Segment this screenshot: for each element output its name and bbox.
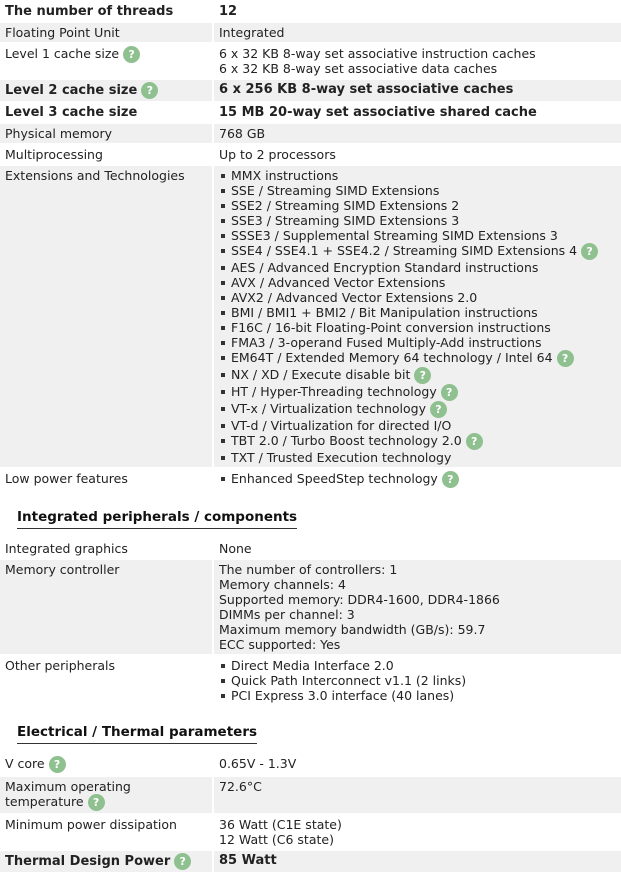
spec-label-cell <box>0 44 214 78</box>
feature-list-item <box>231 320 617 335</box>
feature-text: AVX / Advanced Vector Extensions <box>231 275 446 290</box>
feature-list-item <box>231 471 617 488</box>
feature-list-item <box>231 367 617 384</box>
feature-list-item <box>231 688 617 703</box>
spec-label: Level 3 cache size <box>5 105 138 120</box>
feature-text: HT / Hyper-Threading technology <box>231 384 437 399</box>
spec-label-cell <box>0 103 214 122</box>
help-icon[interactable]: ? <box>430 401 447 418</box>
spec-value-cell <box>214 145 621 164</box>
spec-value-cell <box>214 777 621 813</box>
help-icon[interactable]: ? <box>442 471 459 488</box>
spec-value-cell <box>214 754 621 775</box>
spec-value: Up to 2 processors <box>219 147 336 162</box>
help-icon[interactable]: ? <box>441 384 458 401</box>
help-icon[interactable]: ? <box>466 433 483 450</box>
feature-text: VT-x / Virtualization technology <box>231 401 426 416</box>
spec-value-cell <box>214 23 621 42</box>
feature-list-item <box>231 243 617 260</box>
spec-label-cell <box>0 166 214 467</box>
help-icon[interactable]: ? <box>141 82 158 99</box>
spec-label-cell <box>0 815 214 849</box>
feature-list <box>219 658 617 703</box>
spec-value-line: 12 Watt (C6 state) <box>219 832 334 847</box>
feature-list-item <box>231 305 617 320</box>
spec-value-cell <box>214 851 621 872</box>
spec-row <box>0 166 621 467</box>
spec-label: Memory controller <box>5 562 120 577</box>
spec-value-cell <box>214 560 621 654</box>
feature-list-item <box>231 384 617 401</box>
spec-value: Integrated <box>219 25 285 40</box>
spec-value-line: Memory channels: 4 <box>219 577 346 592</box>
help-icon[interactable]: ? <box>49 756 66 773</box>
feature-list-item <box>231 290 617 305</box>
spec-label: The number of threads <box>5 4 174 19</box>
spec-label: Level 2 cache size <box>5 83 138 98</box>
spec-label: Maximum operating temperature <box>5 779 131 809</box>
spec-label: Multiprocessing <box>5 147 103 162</box>
spec-row <box>0 851 621 872</box>
feature-text: VT-d / Virtualization for directed I/O <box>231 418 452 433</box>
spec-row <box>0 754 621 775</box>
spec-value-cell <box>214 469 621 490</box>
feature-list-item <box>231 418 617 433</box>
spec-value-cell <box>214 166 621 467</box>
spec-value: 15 MB 20-way set associative shared cache <box>219 105 537 120</box>
spec-value-line: Supported memory: DDR4-1600, DDR4-1866 <box>219 592 500 607</box>
spec-row <box>0 124 621 143</box>
feature-list-item <box>231 450 617 465</box>
spec-label: Extensions and Technologies <box>5 168 185 183</box>
spec-label: Level 1 cache size <box>5 46 120 61</box>
feature-text: MMX instructions <box>231 168 339 183</box>
spec-value: 12 <box>219 4 238 19</box>
feature-list-item <box>231 673 617 688</box>
feature-text: PCI Express 3.0 interface (40 lanes) <box>231 688 455 703</box>
feature-text: AES / Advanced Encryption Standard instructions <box>231 260 539 275</box>
spec-value: 72.6°C <box>219 779 262 794</box>
spec-value-cell <box>214 539 621 558</box>
spec-row <box>0 80 621 101</box>
spec-label-cell <box>0 560 214 654</box>
feature-list <box>219 168 617 465</box>
spec-label: Minimum power dissipation <box>5 817 177 832</box>
spec-value-line: 36 Watt (C1E state) <box>219 817 342 832</box>
feature-text: SSSE3 / Supplemental Streaming SIMD Extensions 3 <box>231 228 558 243</box>
spec-label-cell <box>0 851 214 872</box>
spec-label-cell <box>0 23 214 42</box>
spec-value: 768 GB <box>219 126 266 141</box>
feature-text: Enhanced SpeedStep technology <box>231 471 438 486</box>
feature-text: SSE / Streaming SIMD Extensions <box>231 183 440 198</box>
spec-value-line: Maximum memory bandwidth (GB/s): 59.7 <box>219 622 486 637</box>
spec-value: 6 x 256 KB 8-way set associative caches <box>219 82 514 97</box>
spec-row <box>0 145 621 164</box>
spec-label: Thermal Design Power <box>5 854 171 869</box>
help-icon[interactable]: ? <box>88 794 105 811</box>
feature-list <box>219 471 617 488</box>
spec-label-cell <box>0 539 214 558</box>
spec-value-line: DIMMs per channel: 3 <box>219 607 355 622</box>
spec-row <box>0 23 621 42</box>
feature-list-item <box>231 168 617 183</box>
feature-list-item <box>231 433 617 450</box>
feature-text: SSE2 / Streaming SIMD Extensions 2 <box>231 198 460 213</box>
feature-text: SSE4 / SSE4.1 + SSE4.2 / Streaming SIMD Extensions 4 <box>231 243 578 258</box>
feature-text: Quick Path Interconnect v1.1 (2 links) <box>231 673 467 688</box>
spec-label-cell <box>0 777 214 813</box>
spec-value-cell <box>214 2 621 21</box>
spec-label: Low power features <box>5 471 128 486</box>
spec-value-cell <box>214 815 621 849</box>
spec-row <box>0 469 621 490</box>
spec-value-cell <box>214 656 621 705</box>
feature-text: F16C / 16-bit Floating-Point conversion instructions <box>231 320 551 335</box>
feature-list-item <box>231 335 617 350</box>
feature-text: Direct Media Interface 2.0 <box>231 658 394 673</box>
spec-row <box>0 2 621 21</box>
spec-label-cell <box>0 754 214 775</box>
section-title-electrical: Electrical / Thermal parameters <box>17 725 257 744</box>
spec-label-cell <box>0 145 214 164</box>
help-icon[interactable]: ? <box>174 853 191 870</box>
feature-text: EM64T / Extended Memory 64 technology / Intel 64 <box>231 350 553 365</box>
feature-text: TXT / Trusted Execution technology <box>231 450 452 465</box>
spec-row <box>0 815 621 849</box>
feature-list-item <box>231 401 617 418</box>
spec-label-cell <box>0 124 214 143</box>
spec-row <box>0 656 621 705</box>
spec-value-cell <box>214 44 621 78</box>
spec-value: 0.65V - 1.3V <box>219 756 297 771</box>
feature-text: SSE3 / Streaming SIMD Extensions 3 <box>231 213 460 228</box>
spec-label: Integrated graphics <box>5 541 128 556</box>
feature-list-item <box>231 228 617 243</box>
spec-table-peripherals <box>0 537 621 707</box>
feature-list-item <box>231 350 617 367</box>
spec-value: None <box>219 541 252 556</box>
section-title-peripherals: Integrated peripherals / components <box>17 510 297 529</box>
feature-list-item <box>231 198 617 213</box>
spec-label-cell <box>0 656 214 705</box>
feature-list-item <box>231 213 617 228</box>
feature-text: NX / XD / Execute disable bit <box>231 367 411 382</box>
spec-label: Physical memory <box>5 126 113 141</box>
spec-table-electrical <box>0 752 621 874</box>
spec-row <box>0 44 621 78</box>
spec-row <box>0 777 621 813</box>
feature-text: FMA3 / 3-operand Fused Multiply-Add instructions <box>231 335 542 350</box>
spec-label: Floating Point Unit <box>5 25 120 40</box>
spec-value-cell <box>214 80 621 101</box>
spec-row <box>0 103 621 122</box>
help-icon[interactable]: ? <box>581 243 598 260</box>
help-icon[interactable]: ? <box>414 367 431 384</box>
spec-value-line: 6 x 32 KB 8-way set associative instruction caches <box>219 46 536 61</box>
help-icon[interactable]: ? <box>557 350 574 367</box>
spec-label-cell <box>0 80 214 101</box>
feature-text: BMI / BMI1 + BMI2 / Bit Manipulation instructions <box>231 305 538 320</box>
feature-list-item <box>231 183 617 198</box>
spec-row <box>0 539 621 558</box>
spec-value-cell <box>214 124 621 143</box>
spec-label-cell <box>0 469 214 490</box>
spec-value-line: ECC supported: Yes <box>219 637 341 652</box>
spec-value: 85 Watt <box>219 853 277 868</box>
help-icon[interactable]: ? <box>123 46 140 63</box>
feature-list-item <box>231 658 617 673</box>
feature-list-item <box>231 275 617 290</box>
spec-label: V core <box>5 756 45 771</box>
feature-list-item <box>231 260 617 275</box>
spec-row <box>0 560 621 654</box>
spec-label-cell <box>0 2 214 21</box>
spec-value-cell <box>214 103 621 122</box>
spec-value-line: The number of controllers: 1 <box>219 562 398 577</box>
spec-label: Other peripherals <box>5 658 116 673</box>
feature-text: AVX2 / Advanced Vector Extensions 2.0 <box>231 290 478 305</box>
feature-text: TBT 2.0 / Turbo Boost technology 2.0 <box>231 433 462 448</box>
spec-value-line: 6 x 32 KB 8-way set associative data caches <box>219 61 498 76</box>
